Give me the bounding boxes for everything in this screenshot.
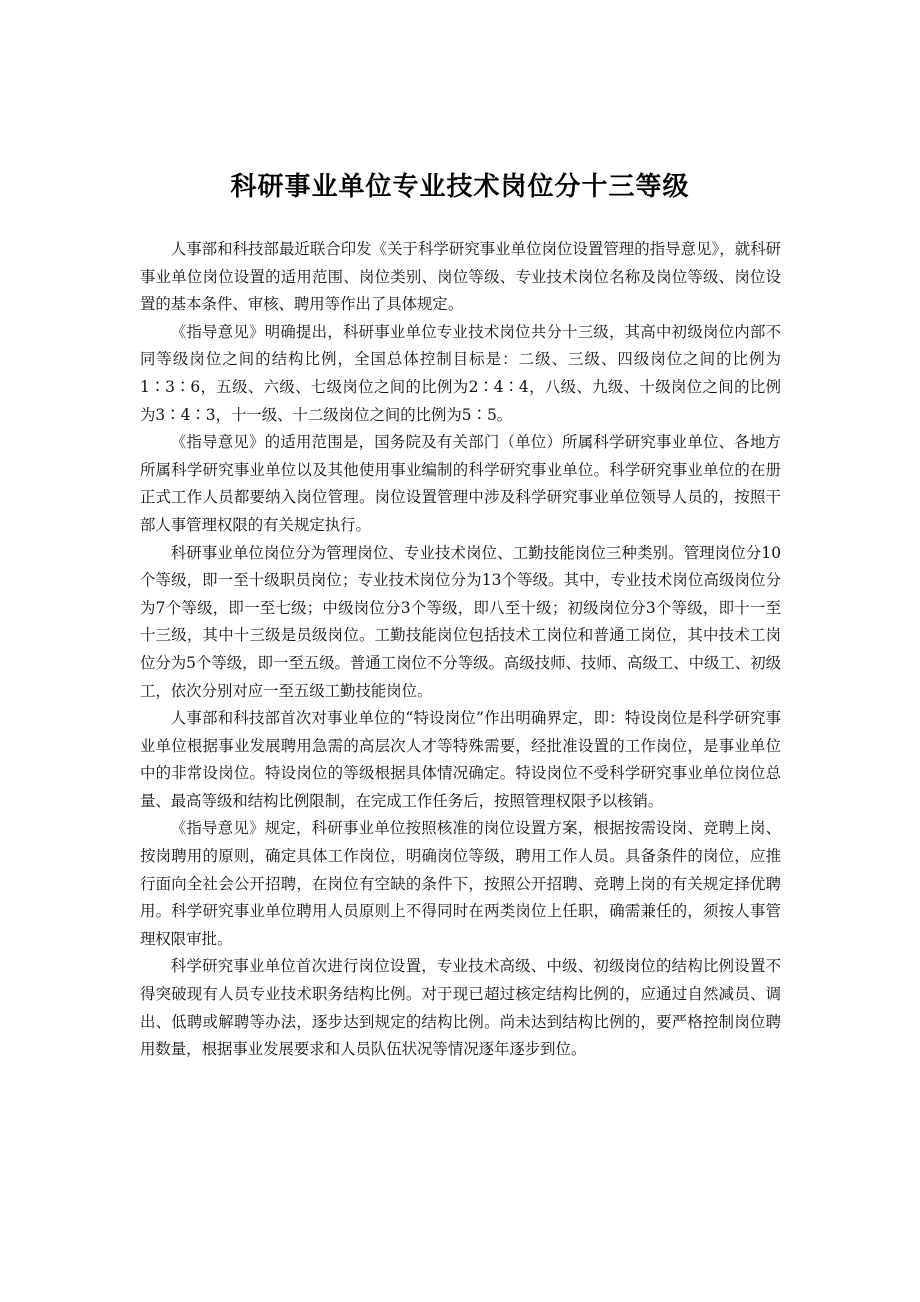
document-title: 科研事业单位专业技术岗位分十三等级	[230, 172, 690, 202]
paragraph-intro: 人事部和科技部最近联合印发《关于科学研究事业单位岗位设置管理的指导意见》，就科研事业单位岗位设置的适用范围、岗位类别、岗位等级、专业技术岗位名称及岗位等级、岗位设置的基本条件、审核、聘用等作出了具体规定。	[140, 240, 781, 314]
document-body	[140, 236, 781, 1064]
paragraph-first-setup: 科学研究事业单位首次进行岗位设置，专业技术高级、中级、初级岗位的结构比例设置不得突破现有人员专业技术职务结构比例。对于现已超过核定结构比例的，应通过自然减员、调出、低聘或解聘等办法，逐步达到规定的结构比例。尚未达到结构比例的，要严格控制岗位聘用数量，根据事业发展要求和人员队伍状况等情况逐年逐步到位。	[140, 957, 781, 1059]
paragraph-hiring-rules: 《指导意见》规定，科研事业单位按照核准的岗位设置方案，根据按需设岗、竞聘上岗、按岗聘用的原则，确定具体工作岗位，明确岗位等级，聘用工作人员。具备条件的岗位，应推行面向全社会公开招聘，在岗位有空缺的条件下，按照公开招聘、竞聘上岗的有关规定择优聘用。科学研究事业单位聘用人员原则上不得同时在两类岗位上任职，确需兼任的，须按人事管理权限审批。	[140, 819, 781, 948]
paragraph-structure-ratio: 《指导意见》明确提出，科研事业单位专业技术岗位共分十三级，其高中初级岗位内部不同等级岗位之间的结构比例，全国总体控制目标是：二级、三级、四级岗位之间的比例为1∶3∶6，五级、六级、七级岗位之间的比例为2∶4∶4，八级、九级、十级岗位之间的比例为3∶4∶3，十一级、十二级岗位之间的比例为5∶5。	[140, 322, 781, 424]
paragraph-scope: 《指导意见》的适用范围是，国务院及有关部门（单位）所属科学研究事业单位、各地方所属科学研究事业单位以及其他使用事业编制的科学研究事业单位。科学研究事业单位的在册正式工作人员都要纳入岗位管理。岗位设置管理中涉及科学研究事业单位领导人员的，按照干部人事管理权限的有关规定执行。	[140, 433, 781, 534]
paragraph-special-posts: 人事部和科技部首次对事业单位的“特设岗位”作出明确界定，即：特设岗位是科学研究事业单位根据事业发展聘用急需的高层次人才等特殊需要，经批准设置的工作岗位，是事业单位中的非常设岗位。特设岗位的等级根据具体情况确定。特设岗位不受科学研究事业单位岗位总量、最高等级和结构比例限制，在完成工作任务后，按照管理权限予以核销。	[140, 709, 781, 810]
paragraph-categories: 科研事业单位岗位分为管理岗位、专业技术岗位、工勤技能岗位三种类别。管理岗位分10个等级，即一至十级职员岗位；专业技术岗位分为13个等级。其中，专业技术岗位高级岗位分为7个等级，即一至七级；中级岗位分3个等级，即八至十级；初级岗位分3个等级，即十一至十三级，其中十三级是员级岗位。工勤技能岗位包括技术工岗位和普通工岗位，其中技术工岗位分为5个等级，即一至五级。普通工岗位不分等级。高级技师、技师、高级工、中级工、初级工，依次分别对应一至五级工勤技能岗位。	[140, 543, 781, 700]
